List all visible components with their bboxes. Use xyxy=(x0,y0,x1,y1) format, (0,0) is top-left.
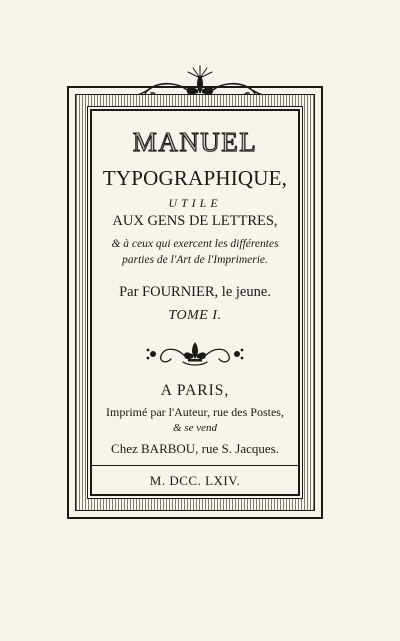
sold-by-line: & se vend xyxy=(173,422,217,434)
bookseller-line: Chez BARBOU, rue S. Jacques. xyxy=(111,441,279,456)
audience-line-1: & à ceux qui exercent les différentes xyxy=(111,238,279,250)
fleuron-vignette-icon xyxy=(145,338,245,368)
title-main: MANUEL xyxy=(132,127,258,157)
utile-line: UTILE xyxy=(168,196,222,210)
volume-line: TOME I. xyxy=(168,308,222,323)
title-sub: TYPOGRAPHIQUE, xyxy=(102,166,288,190)
author-line: Par FOURNIER, le jeune. xyxy=(119,284,271,300)
date-line: M. DCC. LXIV. xyxy=(149,473,241,488)
city-line: A PARIS, xyxy=(160,382,230,399)
audience-line-2: parties de l'Art de l'Imprimerie. xyxy=(122,254,268,266)
printer-line: Imprimé par l'Auteur, rue des Postes, xyxy=(106,405,284,419)
horizontal-rule xyxy=(92,465,298,466)
aux-gens-line: AUX GENS DE LETTRES, xyxy=(112,213,278,229)
